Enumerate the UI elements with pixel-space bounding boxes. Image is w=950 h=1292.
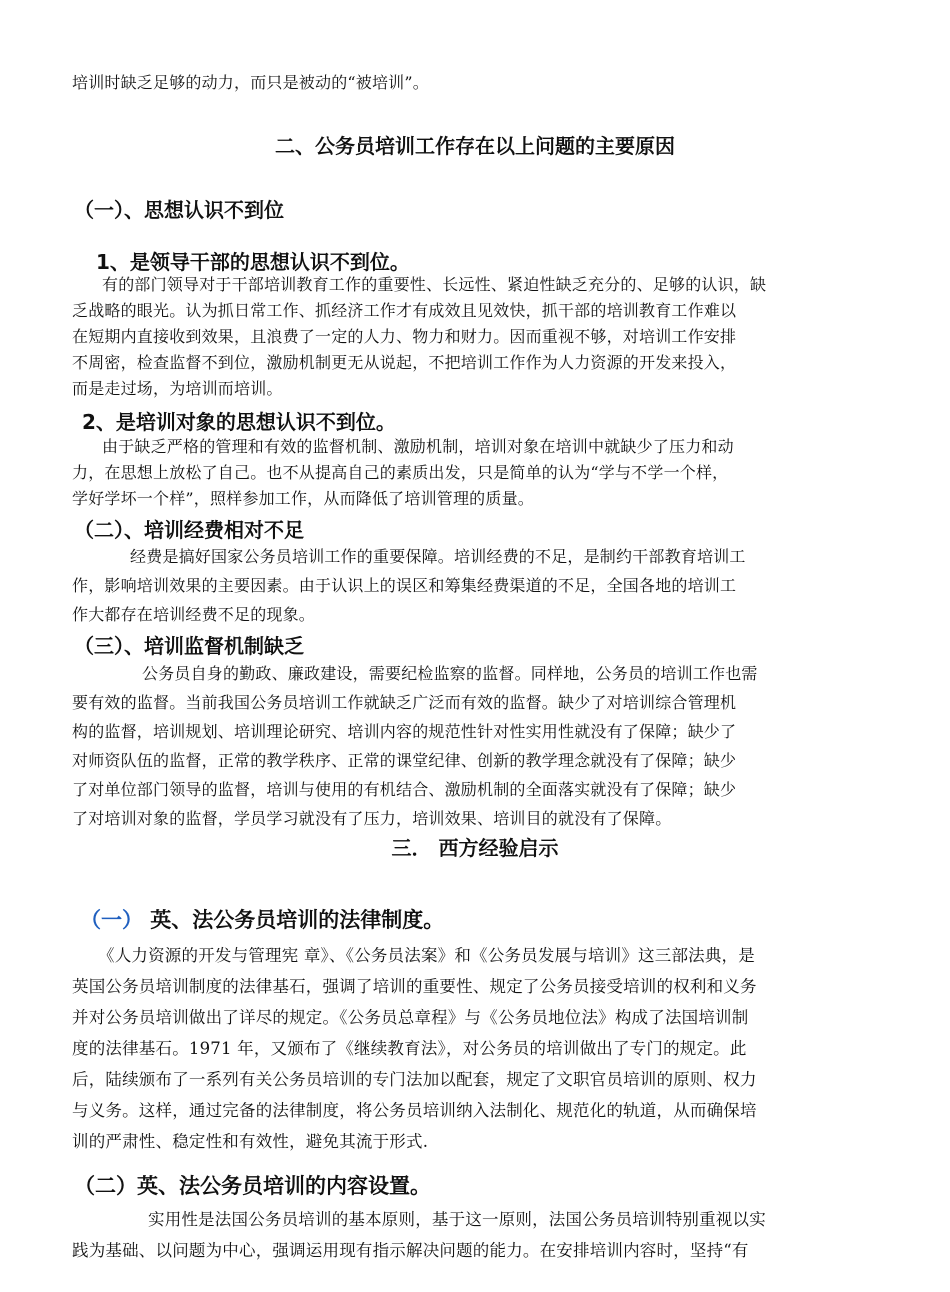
text-line: 英国公务员培训制度的法律基石，强调了培训的重要性、规定了公务员接受培训的权利和义务 [72,977,757,996]
text-line: 经费是搞好国家公务员培训工作的重要保障。培训经费的不足，是制约干部教育培训工 [130,547,746,566]
s3-sub2-heading: （二）英、法公务员培训的内容设置。 [74,1174,431,1198]
text-line: 公务员自身的勤政、廉政建设，需要纪检监察的监督。同样地，公务员的培训工作也需 [142,664,758,683]
section-2-heading: 二、公务员培训工作存在以上问题的主要原因 [275,134,675,158]
s3-sub1-heading [80,904,444,934]
s2-sub3-paragraph [72,659,884,833]
s3-sub1-heading-prefix: （一） [80,908,143,932]
s2-sub1-heading: （一）、思想认识不到位 [74,198,284,222]
text-line: 学好学坏一个样”，照样参加工作，从而降低了培训管理的质量。 [72,489,534,508]
text-line: 由于缺乏严格的管理和有效的监督机制、激励机制，培训对象在培训中就缺少了压力和动 [102,437,734,456]
s3-sub1-paragraph [72,940,884,1157]
text-line: 不周密，检查监督不到位，激励机制更无从说起，不把培训工作作为人力资源的开发来投入， [72,353,737,372]
text-line: 构的监督，培训规划、培训理论研究、培训内容的规范性针对性实用性就没有了保障；缺少了 [72,722,737,741]
text-line: 《人力资源的开发与管理宪 章》、《公务员法案》和《公务员发展与培训》这三部法典，是 [98,946,755,965]
s2-sub1-item1-heading: 1、是领导干部的思想认识不到位。 [96,250,410,274]
text-line: 在短期内直接收到效果，且浪费了一定的人力、物力和财力。因而重视不够，对培训工作安排 [72,327,737,346]
s2-sub1-item2-paragraph [72,434,884,512]
text-line: 并对公务员培训做出了详尽的规定。《公务员总章程》与《公务员地位法》构成了法国培训制 [72,1008,749,1027]
text-line: 作，影响培训效果的主要因素。由于认识上的误区和筹集经费渠道的不足，全国各地的培训工 [72,576,737,595]
text-line: 了对培训对象的监督，学员学习就没有了压力，培训效果、培训目的就没有了保障。 [72,809,672,828]
text-line: 对师资队伍的监督，正常的教学秩序、正常的课堂纪律、创新的教学理念就没有了保障；缺少 [72,751,737,770]
text-line: 而是走过场，为培训而培训。 [72,379,283,398]
section-3-heading: 三． 西方经验启示 [391,836,559,860]
text-line: 实用性是法国公务员培训的基本原则，基于这一原则，法国公务员培训特别重视以实 [148,1210,766,1229]
text-line: 作大都存在培训经费不足的现象。 [72,605,316,624]
text-line: 与义务。这样，通过完备的法律制度，将公务员培训纳入法制化、规范化的轨道，从而确保培 [72,1101,757,1120]
text-line: 后，陆续颁布了一系列有关公务员培训的专门法加以配套，规定了文职官员培训的原则、权力 [72,1070,757,1089]
text-line: 度的法律基石。1971 年，又颁布了《继续教育法》，对公务员的培训做出了专门的规定。此 [72,1039,747,1058]
s2-sub3-heading: （三）、培训监督机制缺乏 [74,634,304,658]
s2-sub2-paragraph [72,542,884,629]
text-line: 了对单位部门领导的监督，培训与使用的有机结合、激励机制的全面落实就没有了保障；缺少 [72,780,737,799]
s3-sub2-paragraph [72,1204,884,1266]
text-line: 力，在思想上放松了自己。也不从提高自己的素质出发，只是简单的认为“学与不学一个样， [72,463,729,482]
text-line: 要有效的监督。当前我国公务员培训工作就缺乏广泛而有效的监督。缺少了对培训综合管理机 [72,693,737,712]
s3-sub1-heading-text: 英、法公务员培训的法律制度。 [143,908,445,932]
s2-sub1-item1-paragraph [72,272,884,402]
text-line: 乏战略的眼光。认为抓日常工作、抓经济工作才有成效且见效快，抓干部的培训教育工作难以 [72,301,737,320]
text-line: 有的部门领导对于干部培训教育工作的重要性、长远性、紧迫性缺乏充分的、足够的认识，缺 [102,275,767,294]
s2-sub1-item2-heading: 2、是培训对象的思想认识不到位。 [82,410,396,434]
text-line: 训的严肃性、稳定性和有效性，避免其流于形式. [72,1132,429,1151]
text-line: 践为基础、以问题为中心，强调运用现有指示解决问题的能力。在安排培训内容时，坚持“有 [72,1241,749,1260]
s2-sub2-heading: （二）、培训经费相对不足 [74,518,304,542]
paragraph-continuation [72,70,884,96]
text-line: 培训时缺乏足够的动力，而只是被动的“被培训”。 [72,73,429,92]
